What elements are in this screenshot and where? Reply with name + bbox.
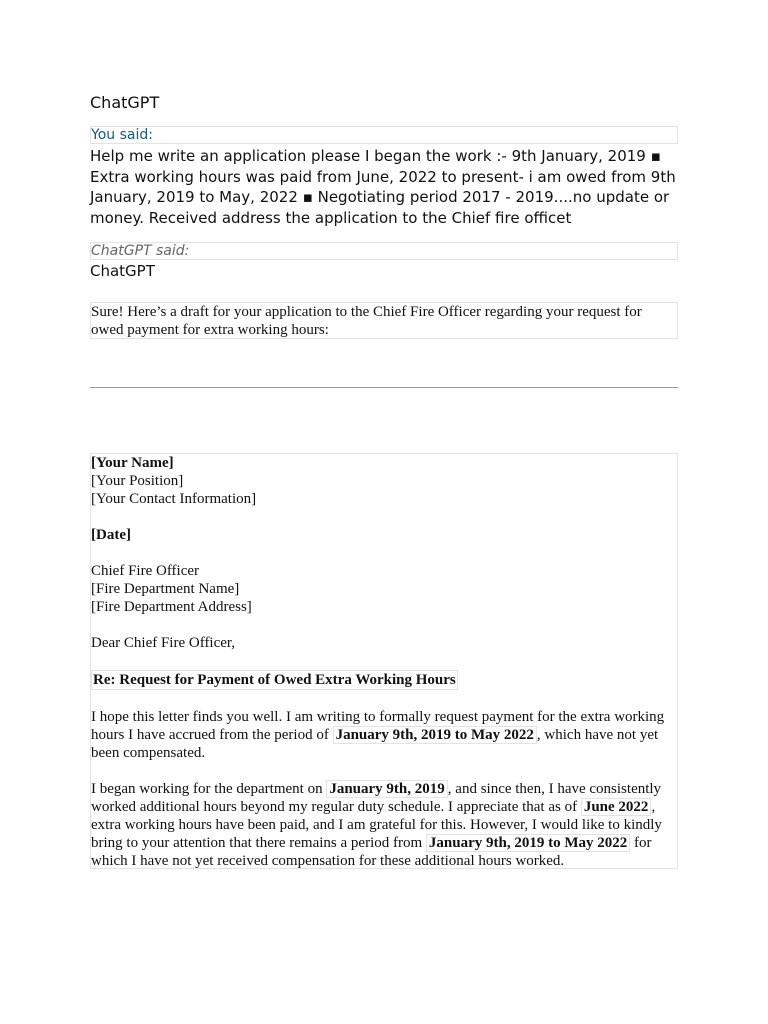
highlight-start-date: January 9th, 2019 — [326, 780, 447, 798]
assistant-name: ChatGPT — [90, 262, 155, 280]
letter-subject: Re: Request for Payment of Owed Extra Working Hours — [93, 672, 456, 688]
app-title: ChatGPT — [90, 93, 160, 112]
recipient-dept: [Fire Department Name] — [91, 581, 240, 597]
recipient-title: Chief Fire Officer — [91, 563, 200, 579]
assistant-label: ChatGPT said: — [90, 242, 678, 260]
paragraph-2: I began working for the department on January 9th, 2019 , and since then, I have consistently worked additional hours beyond my regular duty schedule. I appreciate that as of June 2022 , extra working hours have been paid, and I am grateful for this. However, I would like to kindly bring to your attention that there remains a period from January 9th, 2019 to May 2022 for which I have not yet received compensation for these additional hours worked. — [91, 781, 662, 869]
letter-date: [Date] — [91, 527, 131, 543]
letter-body — [90, 453, 678, 869]
highlight-period: January 9th, 2019 to May 2022 — [333, 726, 537, 744]
salutation: Dear Chief Fire Officer, — [91, 635, 236, 651]
user-message: Help me write an application please I began the work :- 9th January, 2019 ▪ Extra working hours was paid from June, 2022 to present- i am owed from 9th January, 2019 to May, 2022 ▪ Negotiating period 2017 - 2019....no update or money. Received address the application to the Chief fire officet — [90, 147, 676, 227]
user-label: You said: — [90, 126, 678, 144]
recipient-address: [Fire Department Address] — [91, 599, 252, 615]
highlight-owed-period: January 9th, 2019 to May 2022 — [426, 834, 630, 852]
paragraph-1: I hope this letter finds you well. I am writing to formally request payment for the extra working hours I have accrued from the period of January 9th, 2019 to May 2022 , which have not yet been compensated. — [91, 709, 665, 761]
sender-position: [Your Position] — [91, 473, 184, 489]
divider — [90, 387, 678, 388]
sender-contact: [Your Contact Information] — [91, 491, 257, 507]
sender-name: [Your Name] — [91, 455, 174, 471]
highlight-paid-date: June 2022 — [581, 798, 652, 816]
assistant-intro: Sure! Here’s a draft for your application to the Chief Fire Officer regarding your request for owed payment for extra working hours: — [90, 302, 678, 339]
